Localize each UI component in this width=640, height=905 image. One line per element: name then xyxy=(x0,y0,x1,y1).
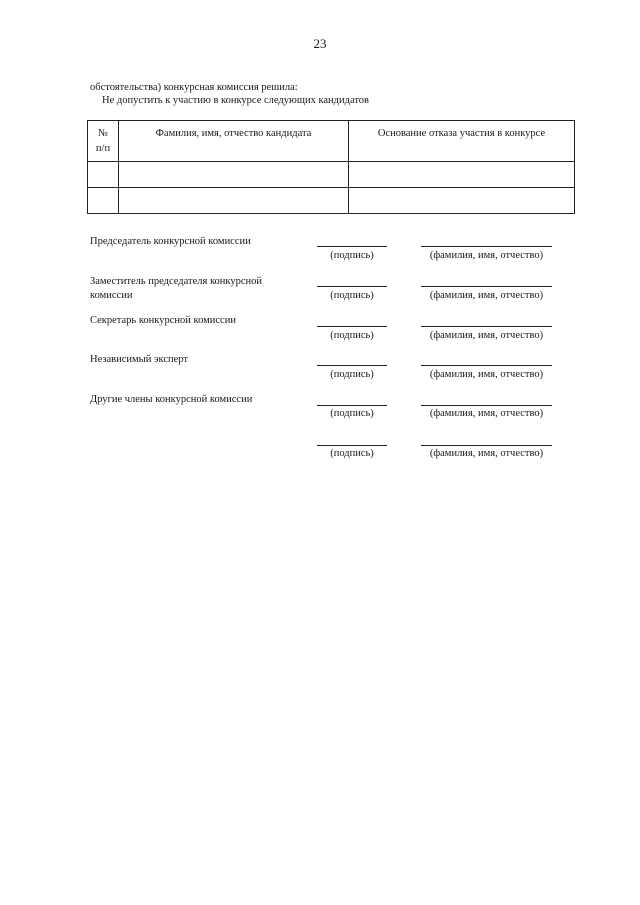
secretary-label: Секретарь конкурсной комиссии xyxy=(90,315,236,326)
header-number-abbr: п/п xyxy=(95,143,111,154)
deputy-name-line xyxy=(421,286,552,287)
chair-name-caption: (фамилия, имя, отчество) xyxy=(429,250,544,261)
others-name-caption: (фамилия, имя, отчество) xyxy=(429,408,544,419)
others-name-line xyxy=(421,405,552,406)
extra-name-line xyxy=(421,445,552,446)
extra-signature-line xyxy=(317,445,387,446)
deputy-name-caption: (фамилия, имя, отчество) xyxy=(429,290,544,301)
table-header-row xyxy=(88,121,575,162)
table-row xyxy=(88,162,575,188)
deputy-signature-line xyxy=(317,286,387,287)
extra-signature-caption: (подпись) xyxy=(330,448,374,459)
others-label: Другие члены конкурсной комиссии xyxy=(90,394,253,405)
others-signature-line xyxy=(317,405,387,406)
table-cell xyxy=(119,162,349,188)
secretary-name-caption: (фамилия, имя, отчество) xyxy=(429,330,544,341)
deputy-signature-caption: (подпись) xyxy=(330,290,374,301)
header-number xyxy=(88,121,119,162)
expert-signature-line xyxy=(317,365,387,366)
header-reason xyxy=(349,121,575,162)
table-cell xyxy=(88,162,119,188)
chair-label: Председатель конкурсной комиссии xyxy=(90,236,251,247)
deputy-label-line-2: комиссии xyxy=(90,290,133,301)
secretary-name-line xyxy=(421,326,552,327)
expert-name-caption: (фамилия, имя, отчество) xyxy=(429,369,544,380)
deputy-label-line-1: Заместитель председателя конкурсной xyxy=(90,276,263,287)
expert-name-line xyxy=(421,365,552,366)
chair-name-line xyxy=(421,246,552,247)
table-cell xyxy=(88,188,119,214)
secretary-signature-caption: (подпись) xyxy=(330,330,374,341)
chair-signature-caption: (подпись) xyxy=(330,250,374,261)
header-name-label: Фамилия, имя, отчество кандидата xyxy=(155,128,312,139)
expert-label: Независимый эксперт xyxy=(90,354,188,365)
extra-name-caption: (фамилия, имя, отчество) xyxy=(429,448,544,459)
header-number-sign: № xyxy=(97,128,109,139)
table-cell xyxy=(119,188,349,214)
intro-line-1: обстоятельства) конкурсная комиссия решила: xyxy=(90,82,298,93)
chair-signature-line xyxy=(317,246,387,247)
secretary-signature-line xyxy=(317,326,387,327)
header-name xyxy=(119,121,349,162)
header-reason-label: Основание отказа участия в конкурсе xyxy=(377,128,546,139)
others-signature-caption: (подпись) xyxy=(330,408,374,419)
intro-line-2: Не допустить к участию в конкурсе следующих кандидатов xyxy=(102,95,370,106)
candidates-table xyxy=(87,120,575,214)
table-row xyxy=(88,188,575,214)
expert-signature-caption: (подпись) xyxy=(330,369,374,380)
table-cell xyxy=(349,162,575,188)
table-cell xyxy=(349,188,575,214)
page-number: 23 xyxy=(313,36,327,51)
